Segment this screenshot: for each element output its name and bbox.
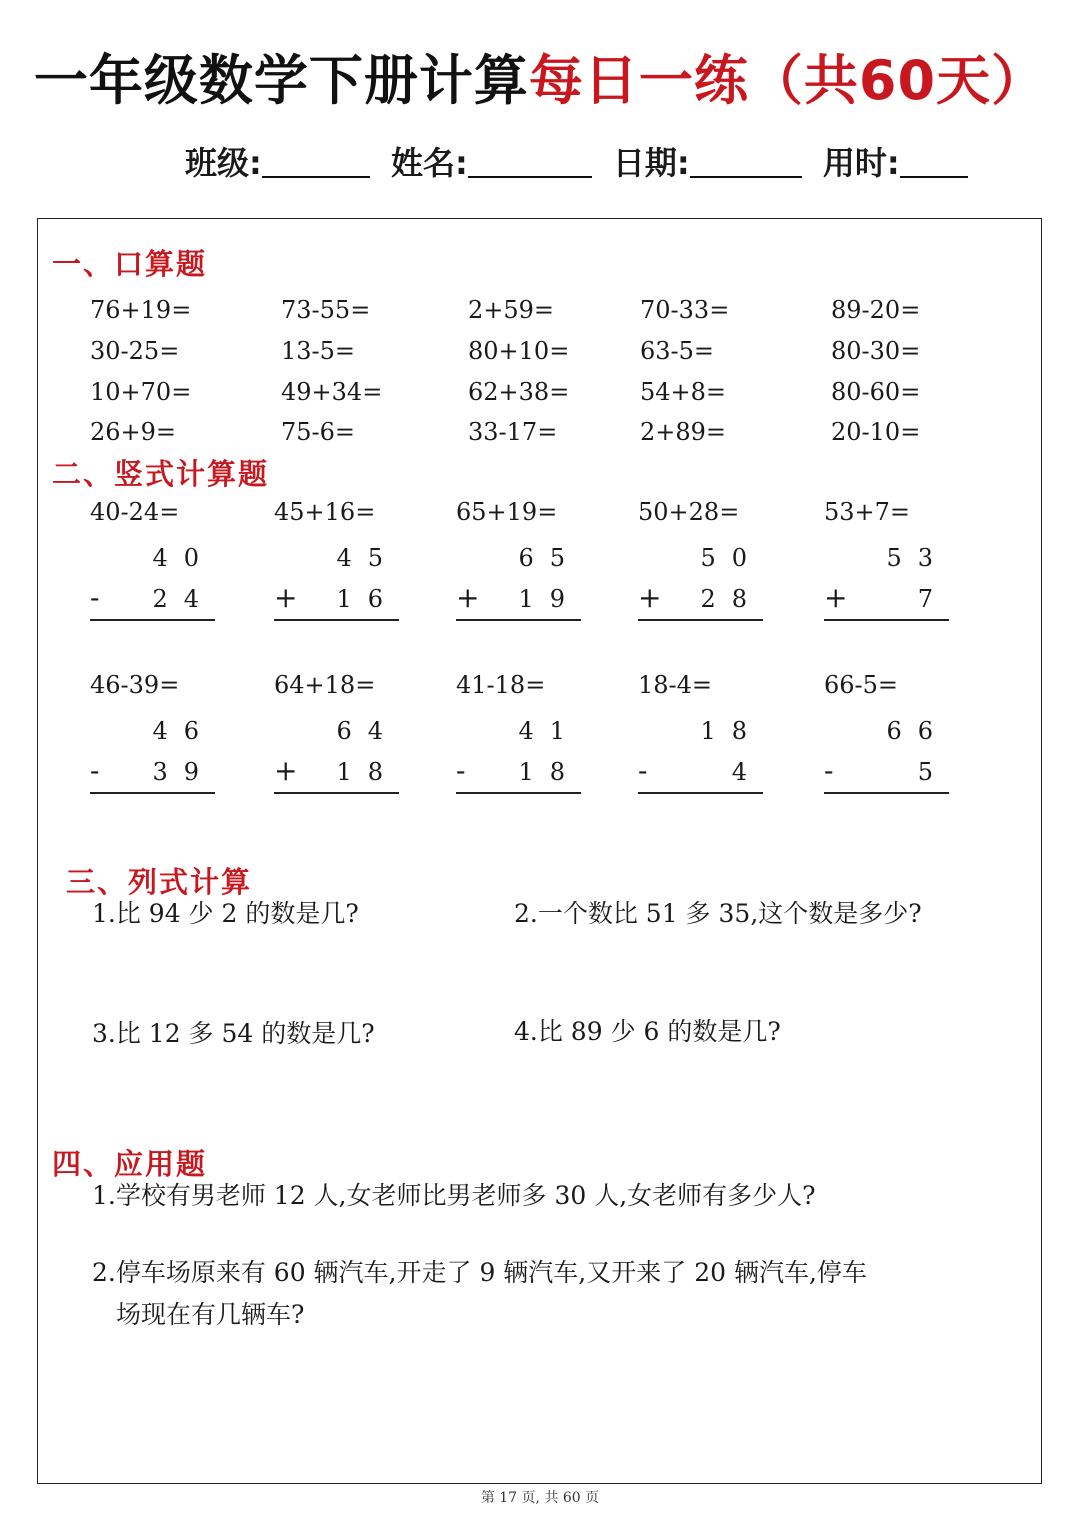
vertical-answer-line xyxy=(824,792,949,794)
vertical-operator: - xyxy=(456,754,466,787)
oral-problem: 62+38= xyxy=(468,378,570,406)
vertical-bottom-number: 19 xyxy=(518,585,581,613)
vertical-bottom-number: 18 xyxy=(336,758,399,786)
word-question-2-line-2: 场现在有几辆车? xyxy=(116,1300,305,1329)
written-question-2: 2.一个数比 51 多 35,这个数是多少? xyxy=(514,899,922,928)
vertical-bottom-number: 24 xyxy=(152,585,215,613)
vertical-top-number: 50 xyxy=(700,544,763,572)
oral-problem: 80+10= xyxy=(468,337,570,365)
student-info-line xyxy=(185,138,978,184)
vertical-answer-line xyxy=(456,619,581,621)
oral-problem: 89-20= xyxy=(831,296,921,324)
oral-problem: 49+34= xyxy=(281,378,383,406)
vertical-answer-line xyxy=(824,619,949,621)
date-label: 日期: xyxy=(612,144,690,182)
vertical-problem-equation: 18-4= xyxy=(638,671,713,699)
vertical-operator: - xyxy=(90,754,100,787)
section-word-heading: 四、应用题 xyxy=(52,1147,208,1181)
written-question-4: 4.比 89 少 6 的数是几? xyxy=(514,1017,781,1046)
vertical-operator: - xyxy=(90,581,100,614)
written-question-3: 3.比 12 多 54 的数是几? xyxy=(92,1019,375,1048)
oral-problem: 73-55= xyxy=(281,296,371,324)
oral-problem: 2+89= xyxy=(640,418,727,446)
vertical-problem-equation: 41-18= xyxy=(456,671,546,699)
vertical-operator: + xyxy=(824,581,848,614)
vertical-top-number: 65 xyxy=(518,544,581,572)
oral-problem: 33-17= xyxy=(468,418,558,446)
oral-problem: 80-30= xyxy=(831,337,921,365)
vertical-top-number: 45 xyxy=(336,544,399,572)
vertical-bottom-number: 16 xyxy=(336,585,399,613)
vertical-top-number: 41 xyxy=(518,717,581,745)
section-oral-heading: 一、口算题 xyxy=(52,247,208,281)
date-blank[interactable] xyxy=(690,146,802,178)
vertical-top-number: 53 xyxy=(886,544,949,572)
title-main: 一年级数学下册计算 xyxy=(33,49,529,112)
title-highlight: 每日一练（共60天） xyxy=(528,49,1047,112)
section-written-heading: 三、列式计算 xyxy=(66,865,253,899)
oral-problem: 54+8= xyxy=(640,378,727,406)
vertical-problem-equation: 40-24= xyxy=(90,498,180,526)
vertical-operator: - xyxy=(638,754,648,787)
vertical-bottom-number: 4 xyxy=(731,758,763,786)
vertical-top-number: 40 xyxy=(152,544,215,572)
page-footer: 第 17 页, 共 60 页 xyxy=(480,1490,600,1506)
oral-problem: 75-6= xyxy=(281,418,356,446)
vertical-problem-equation: 45+16= xyxy=(274,498,376,526)
vertical-top-number: 66 xyxy=(886,717,949,745)
name-blank[interactable] xyxy=(468,146,592,178)
section-vertical-heading: 二、竖式计算题 xyxy=(52,457,270,491)
oral-problem: 20-10= xyxy=(831,418,921,446)
vertical-operator: - xyxy=(824,754,834,787)
class-blank[interactable] xyxy=(262,146,370,178)
word-question-1: 1.学校有男老师 12 人,女老师比男老师多 30 人,女老师有多少人? xyxy=(92,1181,816,1210)
time-label: 用时: xyxy=(822,144,900,182)
oral-problem: 76+19= xyxy=(90,296,192,324)
time-blank[interactable] xyxy=(900,146,968,178)
vertical-problem-equation: 65+19= xyxy=(456,498,558,526)
oral-problem: 70-33= xyxy=(640,296,730,324)
oral-problem: 80-60= xyxy=(831,378,921,406)
vertical-problem-equation: 53+7= xyxy=(824,498,911,526)
vertical-top-number: 64 xyxy=(336,717,399,745)
word-question-2-line-1: 2.停车场原来有 60 辆汽车,开走了 9 辆汽车,又开来了 20 辆汽车,停车 xyxy=(92,1258,867,1287)
vertical-problem-equation: 66-5= xyxy=(824,671,899,699)
vertical-answer-line xyxy=(90,792,215,794)
written-question-1: 1.比 94 少 2 的数是几? xyxy=(92,899,359,928)
vertical-top-number: 18 xyxy=(700,717,763,745)
vertical-bottom-number: 5 xyxy=(917,758,949,786)
vertical-answer-line xyxy=(638,619,763,621)
vertical-answer-line xyxy=(90,619,215,621)
oral-problem: 2+59= xyxy=(468,296,555,324)
vertical-operator: + xyxy=(456,581,480,614)
oral-problem: 10+70= xyxy=(90,378,192,406)
vertical-answer-line xyxy=(274,619,399,621)
vertical-operator: + xyxy=(638,581,662,614)
vertical-problem-equation: 50+28= xyxy=(638,498,740,526)
vertical-bottom-number: 39 xyxy=(152,758,215,786)
vertical-answer-line xyxy=(274,792,399,794)
class-label: 班级: xyxy=(185,144,262,182)
vertical-operator: + xyxy=(274,581,298,614)
oral-problem: 30-25= xyxy=(90,337,180,365)
vertical-bottom-number: 28 xyxy=(700,585,763,613)
vertical-bottom-number: 7 xyxy=(917,585,949,613)
vertical-operator: + xyxy=(274,754,298,787)
name-label: 姓名: xyxy=(390,144,468,182)
vertical-bottom-number: 18 xyxy=(518,758,581,786)
page-title xyxy=(0,38,1080,115)
vertical-problem-equation: 64+18= xyxy=(274,671,376,699)
oral-problem: 63-5= xyxy=(640,337,715,365)
oral-problem: 26+9= xyxy=(90,418,177,446)
vertical-answer-line xyxy=(638,792,763,794)
oral-problem: 13-5= xyxy=(281,337,356,365)
vertical-answer-line xyxy=(456,792,581,794)
vertical-problem-equation: 46-39= xyxy=(90,671,180,699)
vertical-top-number: 46 xyxy=(152,717,215,745)
